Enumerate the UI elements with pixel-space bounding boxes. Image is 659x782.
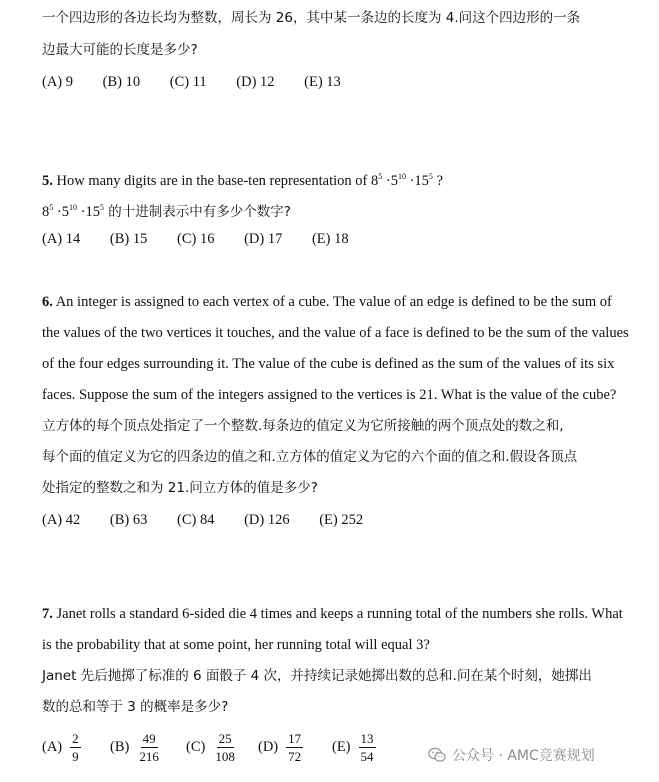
q6-cn-line-1: 立方体的每个顶点处指定了一个整数.每条边的值定义为它所接触的两个顶点处的数之和, <box>42 418 564 434</box>
q6-choice-a: (A) 42 <box>42 512 81 528</box>
q7-line-1: 7. Janet rolls a standard 6-sided die 4 times and keeps a running total of the numbers she rolls. What <box>42 606 623 622</box>
wechat-icon <box>428 747 446 763</box>
q5-line-1: 5. How many digits are in the base-ten representation of $8^5 \cdot 5^{10} \cdot 15^5$ ? <box>42 172 443 189</box>
q7-choice-e: (E) $\frac{13}{54}$ <box>332 730 374 764</box>
q7-choice-b: (B) $\frac{49}{216}$ <box>110 730 159 764</box>
q6-line-1: 6. An integer is assigned to each vertex of a cube. The value of an edge is defined to be the sum of <box>42 294 612 310</box>
q4-line-2: 边最大可能的长度是多少? <box>42 42 198 58</box>
q4-choice-e: (E) 13 <box>304 74 341 90</box>
q7-number: 7. <box>42 606 53 622</box>
q7-choice-a: (A) $\frac{2}{9}$ <box>42 730 79 764</box>
q5-number: 5. <box>42 173 53 189</box>
q7-choice-d: (D) $\frac{17}{72}$ <box>258 730 302 764</box>
q6-choice-b: (B) 63 <box>109 512 148 528</box>
q4-choice-a: (A) 9 <box>42 74 74 90</box>
q5-line-2 <box>42 198 291 222</box>
watermark-text: 公众号 · AMC竞赛规划 <box>452 748 595 764</box>
q6-number: 6. <box>42 294 53 310</box>
q6-cn-line-2: 每个面的值定义为它的四条边的值之和.立方体的值定义为它的六个面的值之和.假设各顶点 <box>42 449 578 465</box>
q5-expression-cn: $8^5 \cdot 5^{10} \cdot 15^5$ <box>42 203 104 220</box>
q4-choice-c: (C) 11 <box>169 74 207 90</box>
q5-choice-c: (C) 16 <box>176 231 215 247</box>
q5-choice-e: (E) 18 <box>311 231 349 247</box>
q4-choices <box>42 72 367 92</box>
q5-choices <box>42 229 375 249</box>
q4-line-1: 一个四边形的各边长均为整数，周长为 26，其中某一条边的长度为 4.问这个四边形的一条 <box>42 10 581 26</box>
q5-choice-a: (A) 14 <box>42 231 81 247</box>
q6-choices <box>42 510 389 530</box>
q6-choice-d: (D) 126 <box>244 512 290 528</box>
q6-line-4: faces. Suppose the sum of the integers assigned to the vertices is 21. What is the value of the cube? <box>42 387 617 403</box>
q5-cn-text: 的十进制表示中有多少个数字? <box>103 204 291 220</box>
q6-cn-line-3: 处指定的整数之和为 21.问立方体的值是多少? <box>42 480 318 496</box>
q5-text: How many digits are in the base-ten representation of <box>52 173 371 189</box>
q6-line-2: the values of the two vertices it touches, and the value of a face is defined to be the sum of the values <box>42 325 629 341</box>
q6-choice-e: (E) 252 <box>319 512 364 528</box>
q4-choice-d: (D) 12 <box>236 74 275 90</box>
q7-line-2: is the probability that at some point, her running total will equal 3? <box>42 637 430 653</box>
q4-choice-b: (B) 10 <box>102 74 141 90</box>
q5-expression: $8^5 \cdot 5^{10} \cdot 15^5$ <box>370 172 433 189</box>
q5-choice-d: (D) 17 <box>244 231 283 247</box>
q6-line-3: of the four edges surrounding it. The value of the cube is defined as the sum of the values of its six <box>42 356 615 372</box>
q7-cn-line-2: 数的总和等于 3 的概率是多少? <box>42 699 229 715</box>
watermark <box>428 745 595 765</box>
q7-choice-c: (C) $\frac{25}{108}$ <box>186 730 235 764</box>
q6-choice-c: (C) 84 <box>176 512 215 528</box>
q5-choice-b: (B) 15 <box>109 231 148 247</box>
q7-cn-line-1: Janet 先后抛掷了标准的 6 面骰子 4 次，并持续记录她掷出数的总和.问在某个时刻，她掷出 <box>42 668 592 684</box>
